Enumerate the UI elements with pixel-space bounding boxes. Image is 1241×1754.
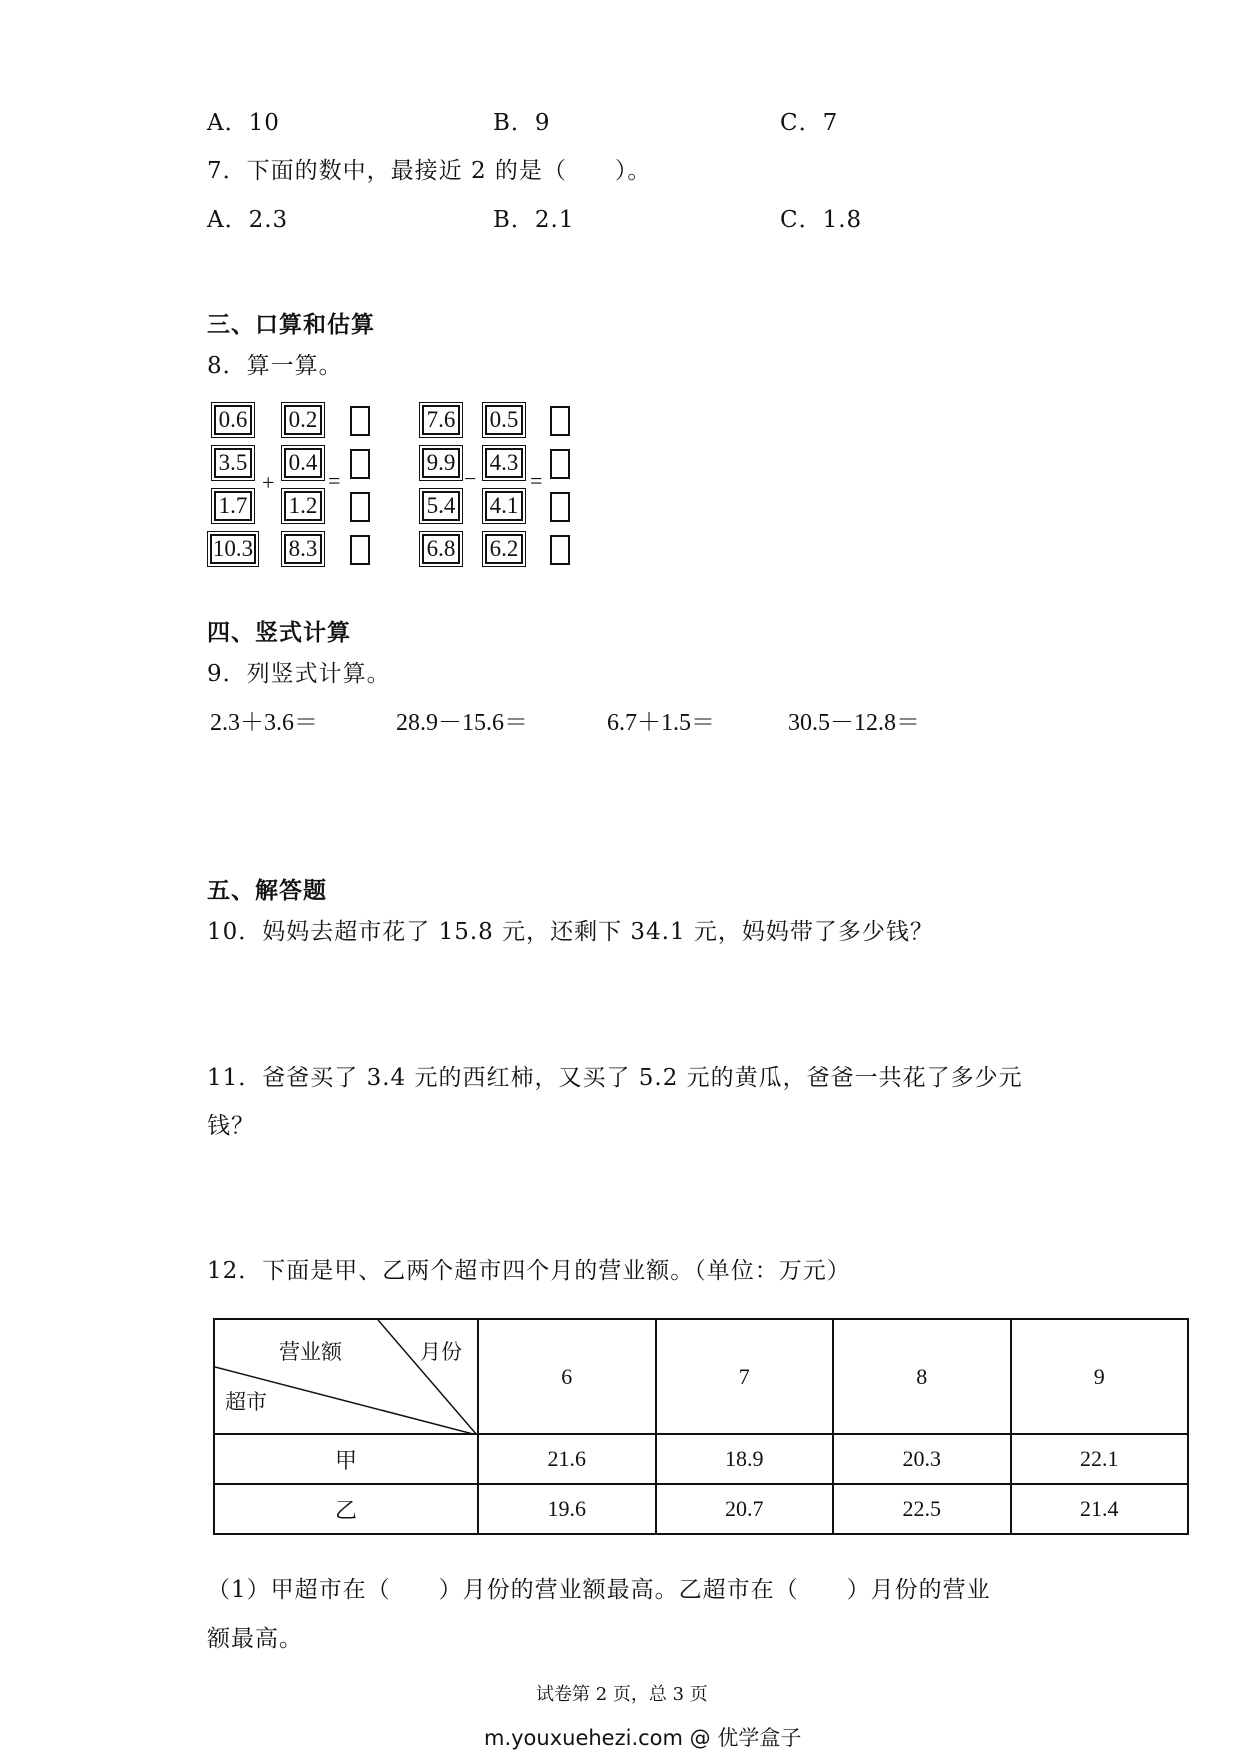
- q7-question: 7．下面的数中，最接近 2 的是（ ）。: [207, 158, 652, 184]
- table-cell: 22.1: [1011, 1434, 1189, 1484]
- add-left-4: 10.3: [210, 534, 256, 564]
- corner-label-sales: 营业额: [279, 1340, 342, 1364]
- add-answer-3[interactable]: [350, 492, 370, 522]
- sub-answer-2[interactable]: [550, 449, 570, 479]
- q6-option-a: A．10: [207, 110, 280, 136]
- month-header-7: 7: [656, 1319, 834, 1434]
- section3-title: 三、口算和估算: [207, 312, 375, 338]
- section5-title: 五、解答题: [207, 878, 327, 904]
- q12-sub1-line2: 额最高。: [207, 1626, 303, 1652]
- q7-option-a: A．2.3: [207, 207, 289, 233]
- table-header-row: [214, 1319, 1188, 1434]
- table-cell: 20.7: [656, 1484, 834, 1534]
- q12-question: 12．下面是甲、乙两个超市四个月的营业额。（单位：万元）: [207, 1258, 851, 1284]
- sub-right-4: 6.2: [485, 534, 523, 564]
- table-row: [214, 1484, 1188, 1534]
- table-corner-cell: [214, 1319, 478, 1434]
- table-cell: 18.9: [656, 1434, 834, 1484]
- add-left-1: 0.6: [214, 405, 252, 435]
- add-left-3: 1.7: [214, 491, 252, 521]
- table-row: [214, 1434, 1188, 1484]
- vertical-calc-4: 30.5－12.8＝: [788, 710, 920, 736]
- vertical-calc-3: 6.7＋1.5＝: [607, 710, 715, 736]
- sub-right-2: 4.3: [485, 448, 523, 478]
- add-left-2: 3.5: [214, 448, 252, 478]
- month-header-9: 9: [1011, 1319, 1189, 1434]
- add-right-3: 1.2: [284, 491, 322, 521]
- sales-table: [213, 1318, 1189, 1535]
- page-footer: 试卷第 2 页，总 3 页: [536, 1684, 708, 1705]
- q12-sub1-line1: （1）甲超市在（ ）月份的营业额最高。乙超市在（ ）月份的营业: [207, 1577, 991, 1603]
- sub-answer-3[interactable]: [550, 492, 570, 522]
- q10-question: 10．妈妈去超市花了 15.8 元，还剩下 34.1 元，妈妈带了多少钱？: [207, 919, 934, 945]
- table-cell: 19.6: [478, 1484, 656, 1534]
- corner-label-month: 月份: [420, 1340, 462, 1364]
- vertical-calc-2: 28.9－15.6＝: [396, 710, 528, 736]
- table-cell: 21.4: [1011, 1484, 1189, 1534]
- sub-left-4: 6.8: [422, 534, 460, 564]
- add-answer-4[interactable]: [350, 535, 370, 565]
- sub-left-3: 5.4: [422, 491, 460, 521]
- q8-question: 8．算一算。: [207, 353, 343, 379]
- add-right-1: 0.2: [284, 405, 322, 435]
- q6-option-c: C．7: [780, 110, 839, 136]
- add-right-4: 8.3: [284, 534, 322, 564]
- table-cell: 22.5: [833, 1484, 1011, 1534]
- sub-left-1: 7.6: [422, 405, 460, 435]
- q9-question: 9．列竖式计算。: [207, 661, 391, 687]
- row-label-jia: 甲: [214, 1434, 478, 1484]
- watermark: m.youxuehezi.com @ 优学盒子: [484, 1726, 802, 1750]
- add-answer-2[interactable]: [350, 449, 370, 479]
- equals-sign-1: =: [328, 468, 341, 493]
- corner-label-market: 超市: [225, 1390, 267, 1414]
- q7-option-c: C．1.8: [780, 207, 863, 233]
- month-header-8: 8: [833, 1319, 1011, 1434]
- vertical-calc-1: 2.3＋3.6＝: [210, 710, 318, 736]
- sub-left-2: 9.9: [422, 448, 460, 478]
- table-cell: 20.3: [833, 1434, 1011, 1484]
- sub-answer-4[interactable]: [550, 535, 570, 565]
- sub-right-3: 4.1: [485, 491, 523, 521]
- plus-sign: +: [262, 470, 275, 495]
- add-answer-1[interactable]: [350, 406, 370, 436]
- q11-question-line1: 11．爸爸买了 3.4 元的西红柿，又买了 5.2 元的黄瓜，爸爸一共花了多少元: [207, 1065, 1023, 1091]
- table-cell: 21.6: [478, 1434, 656, 1484]
- section4-title: 四、竖式计算: [207, 620, 351, 646]
- q7-option-b: B．2.1: [493, 207, 575, 233]
- month-header-6: 6: [478, 1319, 656, 1434]
- sub-answer-1[interactable]: [550, 406, 570, 436]
- minus-sign: −: [464, 466, 477, 491]
- q6-option-b: B．9: [493, 110, 551, 136]
- row-label-yi: 乙: [214, 1484, 478, 1534]
- sub-right-1: 0.5: [485, 405, 523, 435]
- add-right-2: 0.4: [284, 448, 322, 478]
- equals-sign-2: =: [530, 468, 543, 493]
- q11-question-line2: 钱？: [207, 1113, 255, 1139]
